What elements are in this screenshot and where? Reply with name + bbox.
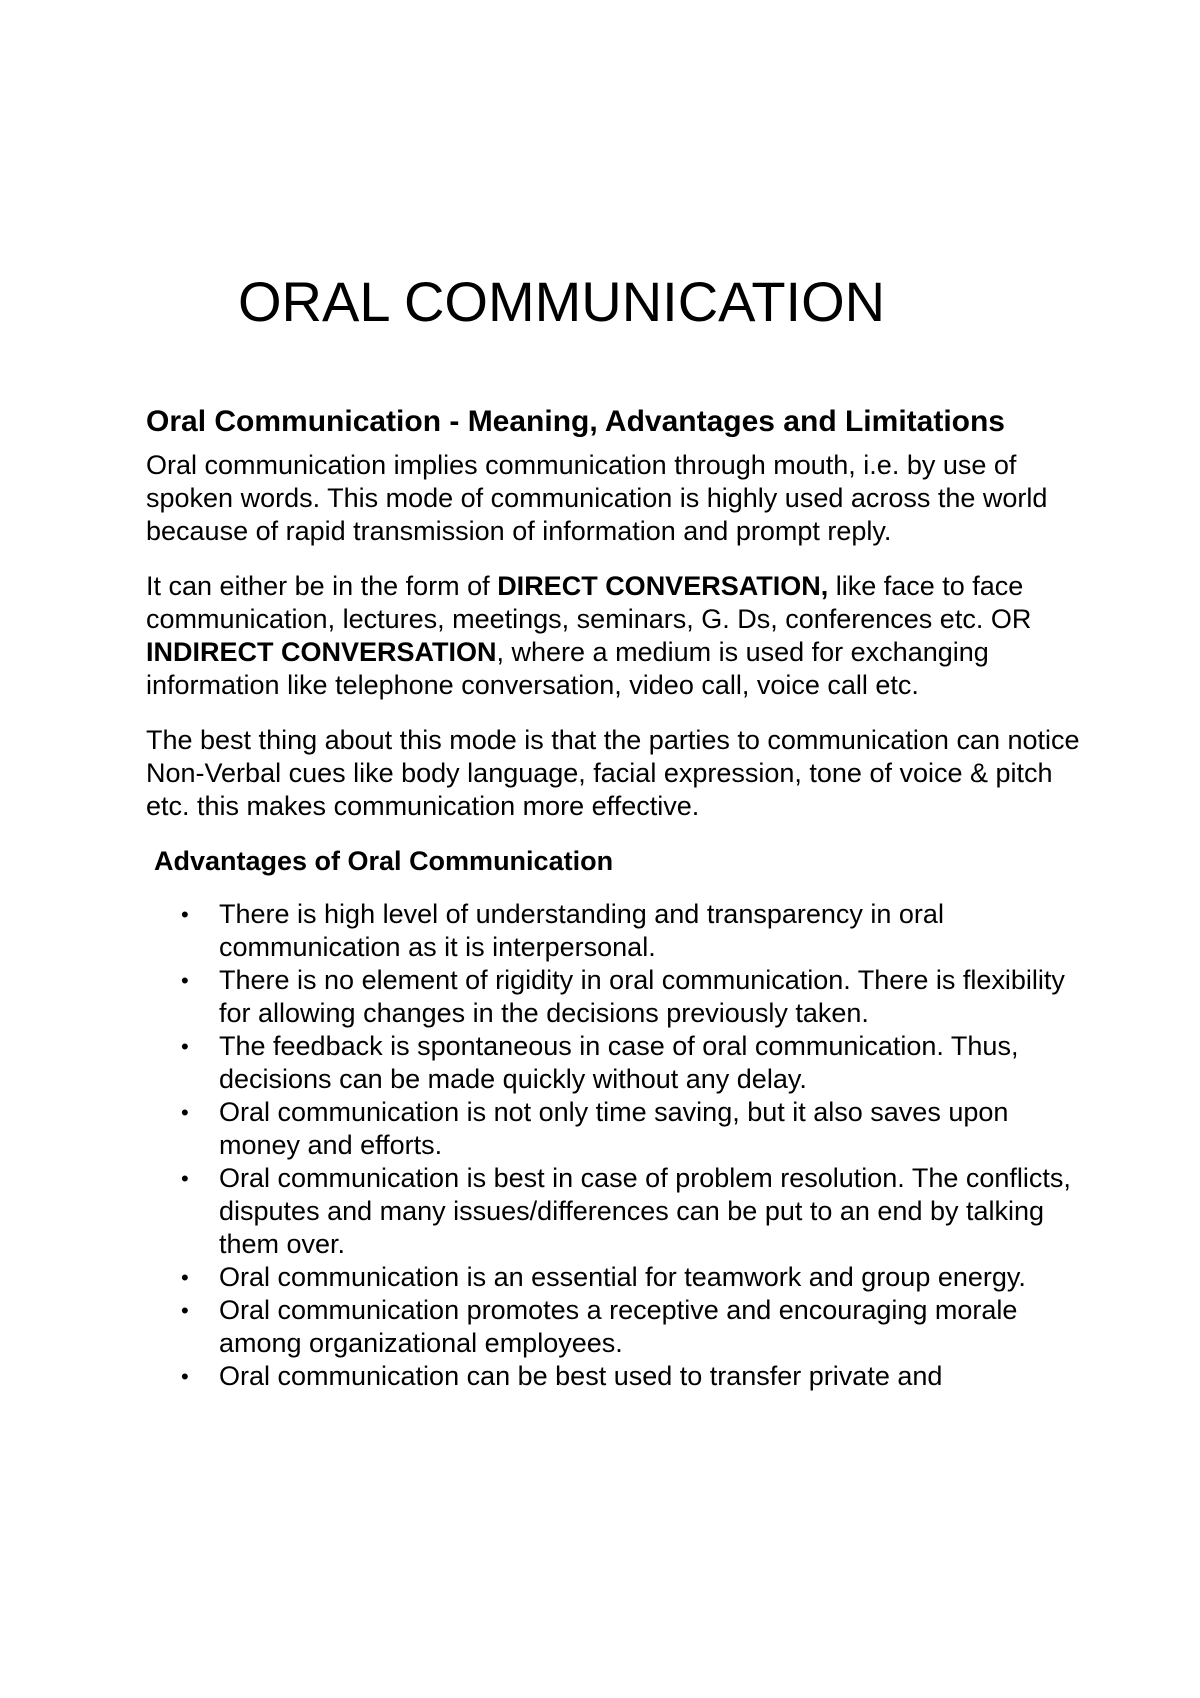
forms-text-3: , where a medium is used for exchanging information like telephone conversation, video call, voice call etc.: [146, 637, 989, 700]
direct-conversation-term: DIRECT CONVERSATION,: [497, 571, 829, 601]
list-item-text: Oral communication is not only time saving, but it also saves upon money and efforts.: [219, 1097, 1009, 1160]
advantages-list: [146, 898, 1086, 1393]
section-subtitle: Oral Communication - Meaning, Advantages and Limitations: [146, 405, 1005, 438]
list-item: [146, 1261, 1086, 1294]
list-item: [146, 1096, 1086, 1162]
indirect-conversation-term: INDIRECT CONVERSATION: [146, 637, 497, 667]
list-item-text: Oral communication is best in case of problem resolution. The conflicts, disputes and many issues/differences can be put to an end by talking them over.: [219, 1163, 1071, 1259]
list-item: [146, 1162, 1086, 1261]
forms-text-2: like face to face communication, lectures, meetings, seminars, G. Ds, conferences etc. OR: [146, 571, 1032, 634]
bullet-icon: •: [181, 1034, 189, 1059]
bullet-icon: •: [181, 1166, 189, 1191]
bullet-icon: •: [181, 902, 189, 927]
bullet-icon: •: [181, 1364, 189, 1389]
list-item-text: There is no element of rigidity in oral communication. There is flexibility for allowing changes in the decisions previously taken.: [219, 965, 1065, 1028]
bullet-icon: •: [181, 968, 189, 993]
list-item: [146, 1360, 1086, 1393]
intro-paragraph: Oral communication implies communication through mouth, i.e. by use of spoken words. This mode of communication is highly used across the world because of rapid transmission of information and prompt reply.: [146, 450, 1048, 546]
advantages-heading: Advantages of Oral Communication: [154, 846, 614, 876]
list-item: [146, 1294, 1086, 1360]
bullet-icon: •: [181, 1265, 189, 1290]
bullet-icon: •: [181, 1100, 189, 1125]
list-item-text: There is high level of understanding and transparency in oral communication as it is interpersonal.: [219, 899, 944, 962]
nonverbal-paragraph: The best thing about this mode is that the parties to communication can notice Non-Verbal cues like body language, facial expression, tone of voice & pitch etc. this makes communication more effective.: [146, 725, 1080, 821]
document-body: [146, 403, 1086, 1393]
list-item-text: Oral communication can be best used to transfer private and: [219, 1361, 943, 1391]
list-item: [146, 1030, 1086, 1096]
bullet-icon: •: [181, 1298, 189, 1323]
forms-paragraph: [146, 570, 1086, 702]
forms-text-1: It can either be in the form of: [146, 571, 498, 601]
list-item-text: The feedback is spontaneous in case of oral communication. Thus, decisions can be made quickly without any delay.: [219, 1031, 1019, 1094]
list-item-text: Oral communication promotes a receptive and encouraging morale among organizational employees.: [219, 1295, 1018, 1358]
document-title: ORAL COMMUNICATION: [238, 270, 886, 333]
list-item: [146, 898, 1086, 964]
list-item-text: Oral communication is an essential for teamwork and group energy.: [219, 1262, 1026, 1292]
list-item: [146, 964, 1086, 1030]
